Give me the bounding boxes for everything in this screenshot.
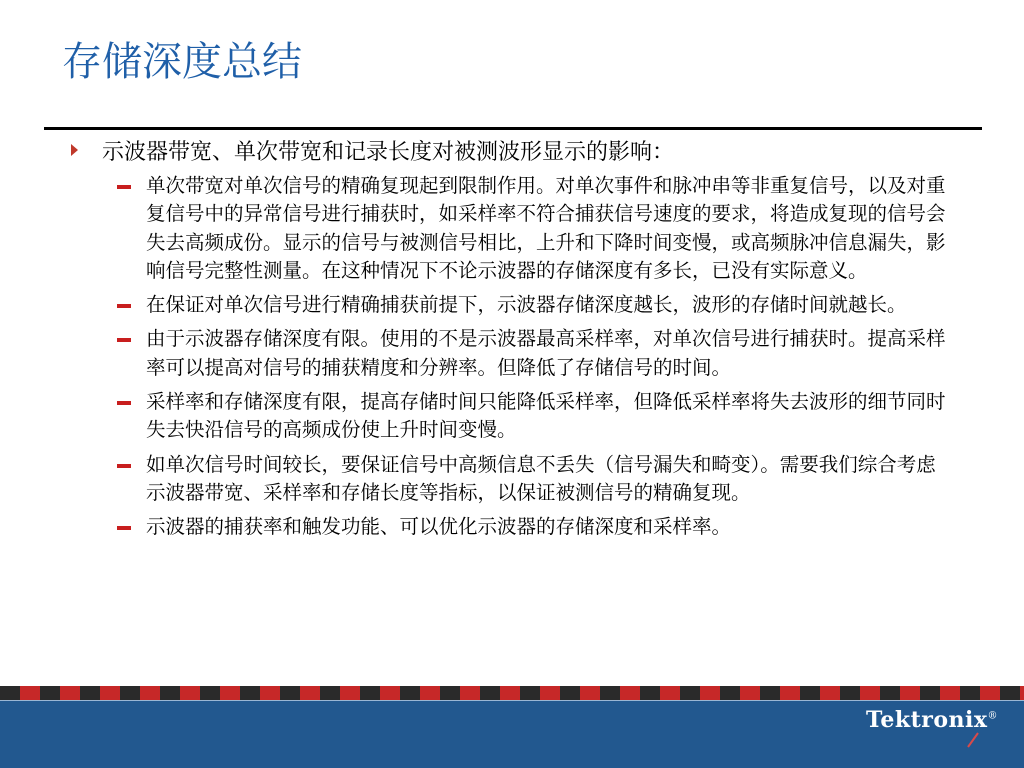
- dash-bullet-icon: [117, 185, 131, 189]
- logo-slash-icon: [966, 732, 980, 748]
- list-item-text: 单次带宽对单次信号的精确复现起到限制作用。对单次事件和脉冲串等非重复信号，以及对重复信号中的异常信号进行捕获时，如采样率不符合捕获信号速度的要求，将造成复现的信号会失去高频成份。显示的信号与被测信号相比，上升和下降时间变慢，或高频脉冲信息漏失，影响信号完整性测量。在这种情况下不论示波器的存储深度有多长，已没有实际意义。: [146, 174, 946, 282]
- sub-bullet-list: [0, 172, 1024, 548]
- dash-bullet-icon: [117, 526, 131, 530]
- list-item-text: 采样率和存储深度有限，提高存储时间只能降低采样率，但降低采样率将失去波形的细节同时失去快沿信号的高频成份使上升时间变慢。: [146, 390, 946, 442]
- dash-bullet-icon: [117, 401, 131, 405]
- footer-checker-stripe: [0, 686, 1024, 700]
- title-divider: [44, 127, 982, 130]
- list-item-text: 由于示波器存储深度有限。使用的不是示波器最高采样率，对单次信号进行捕获时。提高采样率可以提高对信号的捕获精度和分辨率。但降低了存储信号的时间。: [146, 327, 946, 379]
- list-item: [0, 172, 1024, 285]
- main-bullet-text: 示波器带宽、单次带宽和记录长度对被测波形显示的影响：: [102, 140, 675, 165]
- list-item: [0, 451, 1024, 508]
- dash-bullet-icon: [117, 338, 131, 342]
- footer-stripe-divider: [0, 700, 1024, 701]
- list-item-text: 如单次信号时间较长，要保证信号中高频信息不丢失（信号漏失和畸变）。需要我们综合考虑示波器带宽、采样率和存储长度等指标，以保证被测信号的精确复现。: [146, 452, 936, 504]
- dash-bullet-icon: [117, 464, 131, 468]
- tektronix-logo: [866, 707, 998, 733]
- footer-band: [0, 686, 1024, 768]
- logo-registered-mark: ®: [987, 710, 998, 722]
- list-item-text: 示波器的捕获率和触发功能、可以优化示波器的存储深度和采样率。: [146, 515, 732, 539]
- logo-text: Tektronix: [866, 707, 988, 733]
- triangle-bullet-icon: [71, 144, 78, 156]
- list-item: [0, 291, 1024, 319]
- slide-title: 存储深度总结: [62, 39, 302, 85]
- list-item: [0, 325, 1024, 382]
- list-item: [0, 513, 1024, 541]
- list-item-text: 在保证对单次信号进行精确捕获前提下，示波器存储深度越长，波形的存储时间就越长。: [146, 293, 907, 317]
- list-item: [0, 388, 1024, 445]
- dash-bullet-icon: [117, 304, 131, 308]
